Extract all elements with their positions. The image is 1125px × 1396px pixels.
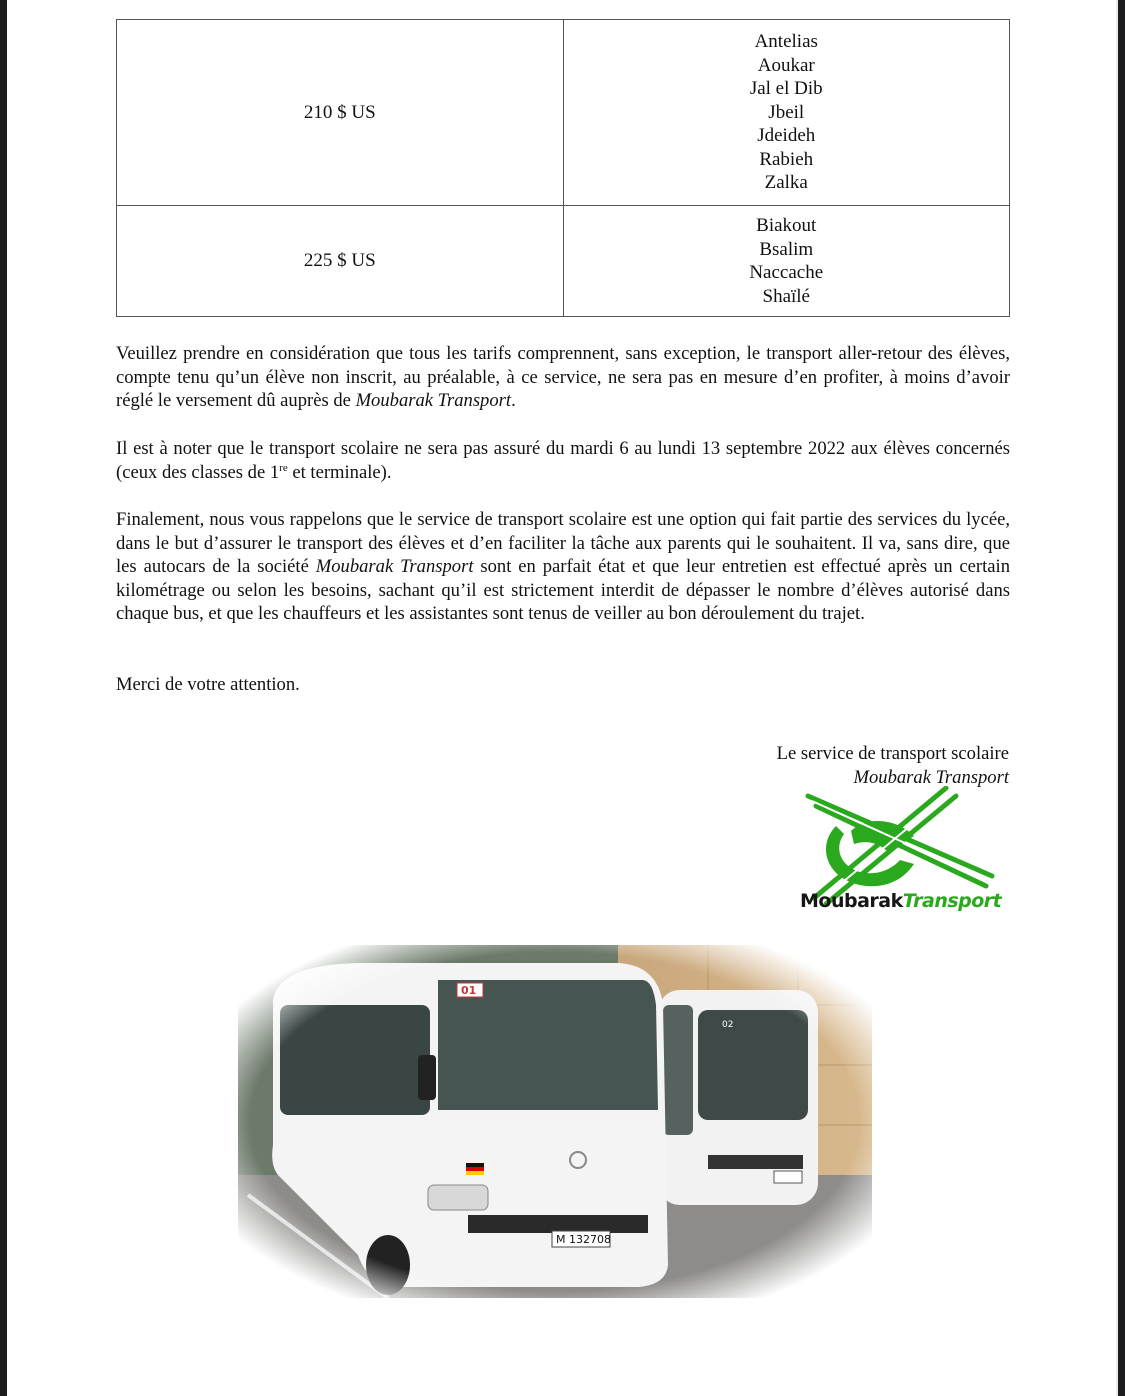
paragraph-service-info	[116, 508, 1010, 626]
city-name: Jal el Dib	[749, 78, 823, 100]
paragraph-text: Veuillez prendre en considération que tous les tarifs comprennent, sans exception, le transport aller-retour des élèves, compte tenu qu’un élève non inscrit, au préalable, à ce service, ne sera pas en mesure d’en profiter, à moins d’avoir réglé le versement dû auprès de	[116, 343, 1010, 411]
signature-block	[777, 742, 1009, 789]
city-name: Naccache	[749, 262, 824, 283]
paragraph-tariffs	[116, 342, 1010, 413]
paragraph-text: et terminale).	[287, 461, 392, 483]
city-name: Zalka	[764, 172, 808, 194]
superscript: re	[279, 461, 288, 474]
city-name: Biakout	[756, 215, 817, 236]
paragraph-text: sont en parfait état et que leur entretien est effectué après un certain kilométrage ou selon les besoins, sachant qu’il est strictement interdit de dépasser le nombre d’élèves autorisé dans chaque bus, et que les chauffeurs et les assistantes sont tenus de veiller au bon déroulement du trajet.	[116, 556, 1010, 624]
paragraph-text: Finalement, nous vous rappelons que le service de transport scolaire est une option qui fait partie des services du lycée, dans le but d’assurer le transport des élèves et d’en faciliter la tâche aux parents qui le souhaitent. Il va, sans dire, que les autocars de la société	[116, 509, 1010, 577]
logo-word-transport: Transport	[902, 890, 1002, 912]
paragraph-schedule-notice	[116, 437, 1010, 484]
cities-cell	[563, 206, 1010, 317]
paragraph-text: .	[511, 390, 516, 411]
bus-photo	[238, 945, 872, 1298]
city-name: Antelias	[754, 31, 818, 53]
signature-company: Moubarak Transport	[853, 766, 1009, 788]
logo-wordmark	[800, 890, 1001, 912]
logo-word-moubarak: Moubarak	[800, 890, 903, 912]
city-name: Bsalim	[759, 238, 814, 260]
city-name: Jdeideh	[757, 125, 816, 147]
cities-cell	[563, 20, 1010, 206]
city-name: Rabieh	[759, 148, 814, 170]
company-name: Moubarak Transport	[315, 556, 474, 577]
city-name: Jbeil	[768, 101, 805, 123]
price-cell: 225 $ US	[117, 206, 564, 317]
table-row	[117, 206, 1010, 317]
city-name: Shaïlé	[762, 285, 810, 307]
rates-table	[116, 19, 1010, 317]
city-name: Aoukar	[757, 54, 815, 76]
company-name: Moubarak Transport	[355, 390, 512, 411]
paragraph-text: Il est à noter que le transport scolaire ne sera pas assuré du mardi 6 au lundi 13 septembre 2022 aux élèves concernés (ceux des classes de 1	[116, 438, 1010, 483]
window-edge-right	[1118, 0, 1125, 1396]
paragraph-thanks: Merci de votre attention.	[116, 674, 300, 695]
signature-department: Le service de transport scolaire	[776, 743, 1009, 764]
table-row	[117, 20, 1010, 206]
price-cell: 210 $ US	[117, 20, 564, 206]
window-edge-left	[0, 0, 7, 1396]
